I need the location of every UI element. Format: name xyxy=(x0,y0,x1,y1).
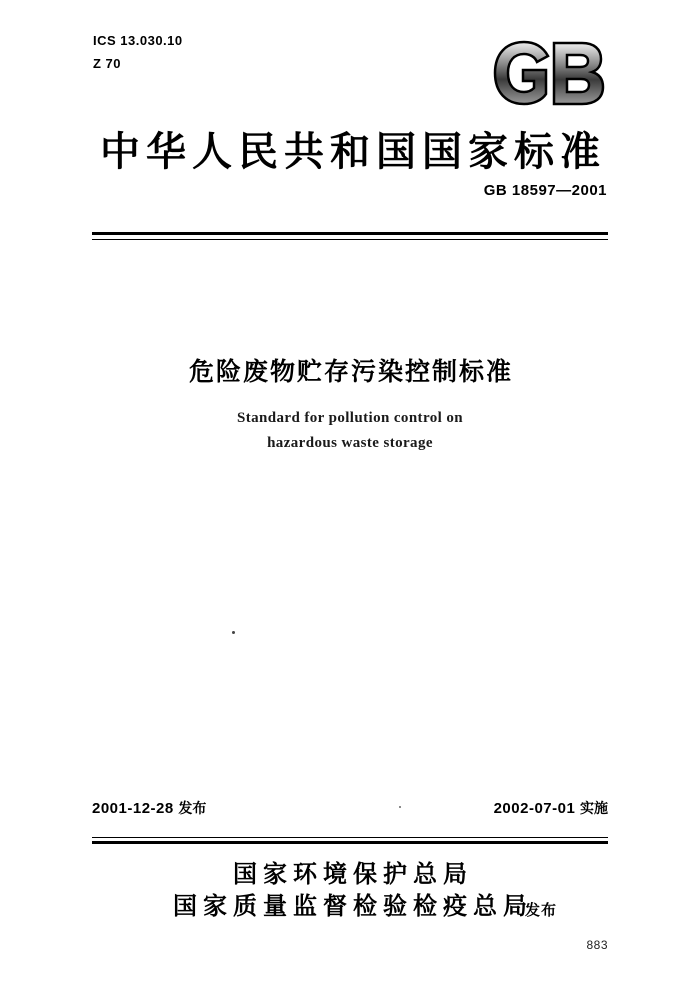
effective-date-value: 2002-07-01 xyxy=(493,800,576,817)
national-standard-heading: 中华人民共和国国家标准 xyxy=(100,129,606,175)
publisher-line-1: 国家环境保护总局 xyxy=(233,860,473,888)
effective-date-label: 实施 xyxy=(580,801,608,817)
effective-date xyxy=(494,798,608,818)
page-number: 883 xyxy=(586,938,608,952)
ics-classification-block xyxy=(93,30,183,76)
page-speck-secondary xyxy=(399,806,401,808)
ics-number: ICS 13.030.10 xyxy=(93,33,183,48)
page-speck xyxy=(232,631,235,634)
footer-divider-thin xyxy=(92,837,608,838)
header-divider-thick xyxy=(92,232,608,235)
footer-divider-thick xyxy=(92,841,608,844)
issue-date-value: 2001-12-28 xyxy=(92,800,174,817)
document-subtitle-en-line2: hazardous waste storage xyxy=(267,434,433,451)
publish-word: 发布 xyxy=(525,901,558,919)
gb-logo-icon xyxy=(490,36,608,110)
document-subtitle-en xyxy=(0,406,700,456)
document-subtitle-en-line1: Standard for pollution control on xyxy=(236,410,464,426)
issue-date-label: 发布 xyxy=(178,801,207,817)
ccs-number: Z 70 xyxy=(93,55,122,71)
standard-number: GB 18597—2001 xyxy=(483,182,607,199)
publisher-line-2: 国家质量监督检验检疫总局 xyxy=(173,892,533,921)
header-divider-thin xyxy=(92,239,608,240)
issue-date xyxy=(92,798,206,818)
publisher-block xyxy=(0,858,700,923)
document-title-cn: 危险废物贮存污染控制标准 xyxy=(188,357,513,386)
